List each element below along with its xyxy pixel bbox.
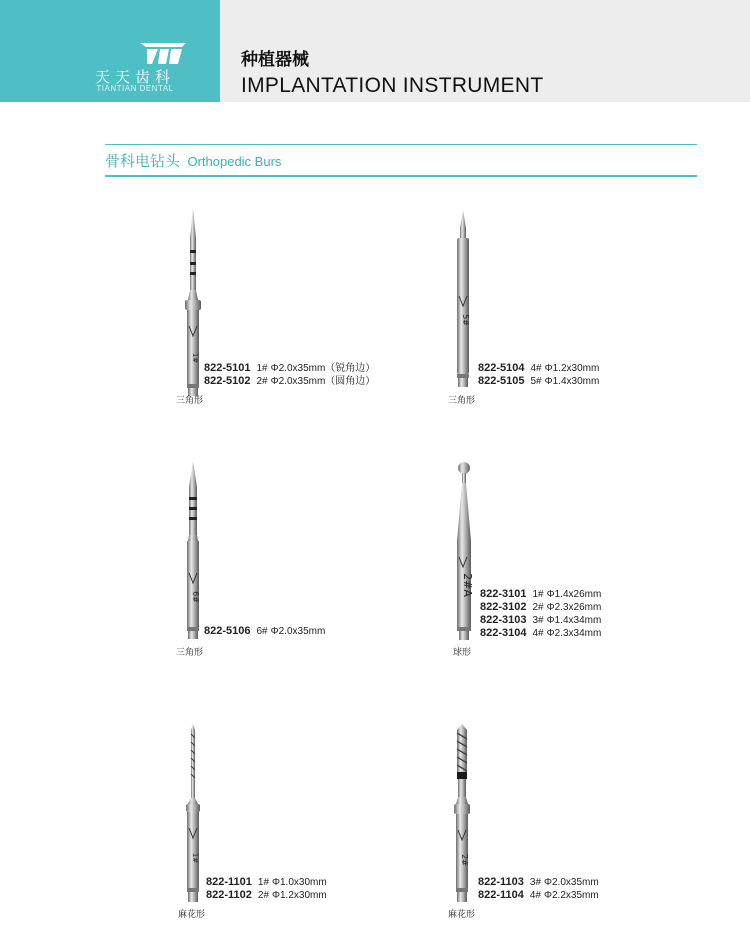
- section-rule-top: [105, 144, 697, 145]
- product-code: 822-5104: [478, 362, 525, 374]
- spec-row: [478, 876, 599, 889]
- bur-image-round: [448, 461, 480, 643]
- spec-list: [480, 588, 601, 640]
- page-title-cn: 种植器械: [241, 50, 309, 70]
- product-code: 822-1101: [206, 876, 252, 888]
- product-number: 1#: [257, 877, 270, 888]
- shape-caption: 麻花形: [178, 910, 206, 920]
- product-number: 4#: [530, 363, 542, 374]
- spec-row: [204, 375, 375, 388]
- product-size: Φ2.0x35mm（锐角边）: [270, 363, 376, 374]
- spec-list: [478, 876, 599, 902]
- product-number: 2#: [532, 602, 544, 613]
- spec-list: [204, 625, 325, 638]
- product-code: 822-5106: [204, 625, 251, 637]
- product-number: 1#: [532, 589, 544, 600]
- shank-label: 2#: [460, 854, 469, 866]
- shank-label: 2#A: [461, 573, 474, 597]
- product-code: 822-3101: [480, 588, 527, 600]
- product-code: 822-1103: [478, 876, 524, 888]
- shape-caption: 三角形: [176, 648, 204, 658]
- shape-caption: 球形: [453, 648, 472, 658]
- product-number: 6#: [256, 626, 268, 637]
- product-number: 3#: [532, 615, 544, 626]
- bur-image-twist-1: [178, 724, 208, 906]
- shape-caption: 三角形: [448, 396, 476, 406]
- product-number: 4#: [532, 628, 544, 639]
- product-code: 822-3102: [480, 601, 527, 613]
- spec-row: [480, 588, 601, 601]
- bur-image-triangular-3: [178, 461, 208, 641]
- spec-row: [204, 625, 325, 638]
- product-number: 3#: [529, 877, 542, 888]
- spec-list: [206, 876, 327, 902]
- shank-label: 6#: [191, 591, 200, 603]
- bur-image-twist-2: [446, 724, 478, 906]
- shank-label: 5#: [461, 314, 470, 326]
- brand-logo-box: [0, 0, 220, 102]
- spec-row: [206, 876, 327, 889]
- product-size: Φ1.0x30mm: [272, 877, 327, 888]
- product-number: 4#: [529, 890, 542, 901]
- spec-list: [478, 362, 599, 388]
- product-size: Φ2.0x35mm（圆角边）: [270, 376, 376, 387]
- product-code: 822-5102: [204, 375, 251, 387]
- page-title-en: IMPLANTATION INSTRUMENT: [241, 74, 544, 97]
- product-size: Φ2.0x35mm: [270, 626, 326, 637]
- section-rule-bottom: [105, 175, 697, 177]
- product-code: 822-3104: [480, 627, 527, 639]
- product-number: 1#: [256, 363, 268, 374]
- section-title-cn: 骨科电钻头: [105, 152, 181, 170]
- spec-row: [206, 889, 327, 902]
- product-number: 2#: [256, 376, 268, 387]
- shank-label: 1#: [191, 852, 199, 864]
- spec-row: [478, 889, 599, 902]
- spec-row: [480, 601, 601, 614]
- brand-name-en: TIANTIAN DENTAL: [96, 84, 174, 93]
- product-size: Φ1.4x34mm: [546, 615, 602, 626]
- bur-image-triangular-2: [448, 210, 478, 390]
- spec-row: [204, 362, 375, 375]
- spec-list: [204, 362, 375, 388]
- product-size: Φ1.4x26mm: [546, 589, 602, 600]
- spec-row: [480, 614, 601, 627]
- brand-logo-icon: [138, 40, 188, 66]
- product-code: 822-5101: [204, 362, 251, 374]
- product-number: 5#: [530, 376, 542, 387]
- product-code: 822-5105: [478, 375, 525, 387]
- section-title-en: Orthopedic Burs: [187, 154, 282, 169]
- product-size: Φ2.3x26mm: [546, 602, 602, 613]
- product-size: Φ2.2x35mm: [544, 890, 599, 901]
- product-size: Φ1.2x30mm: [272, 890, 327, 901]
- section-title: [105, 150, 281, 171]
- brand-name-cn: 天天齿科: [94, 68, 175, 86]
- spec-row: [478, 362, 599, 375]
- spec-row: [478, 375, 599, 388]
- product-number: 2#: [257, 890, 270, 901]
- shank-label: 1#: [191, 352, 199, 364]
- product-code: 822-1102: [206, 889, 252, 901]
- spec-row: [480, 627, 601, 640]
- shape-caption: 麻花形: [448, 910, 476, 920]
- product-size: Φ1.2x30mm: [544, 363, 600, 374]
- shape-caption: 三角形: [176, 396, 204, 406]
- product-size: Φ2.3x34mm: [546, 628, 602, 639]
- product-code: 822-1104: [478, 889, 524, 901]
- product-code: 822-3103: [480, 614, 527, 626]
- product-size: Φ1.4x30mm: [544, 376, 600, 387]
- product-size: Φ2.0x35mm: [544, 877, 599, 888]
